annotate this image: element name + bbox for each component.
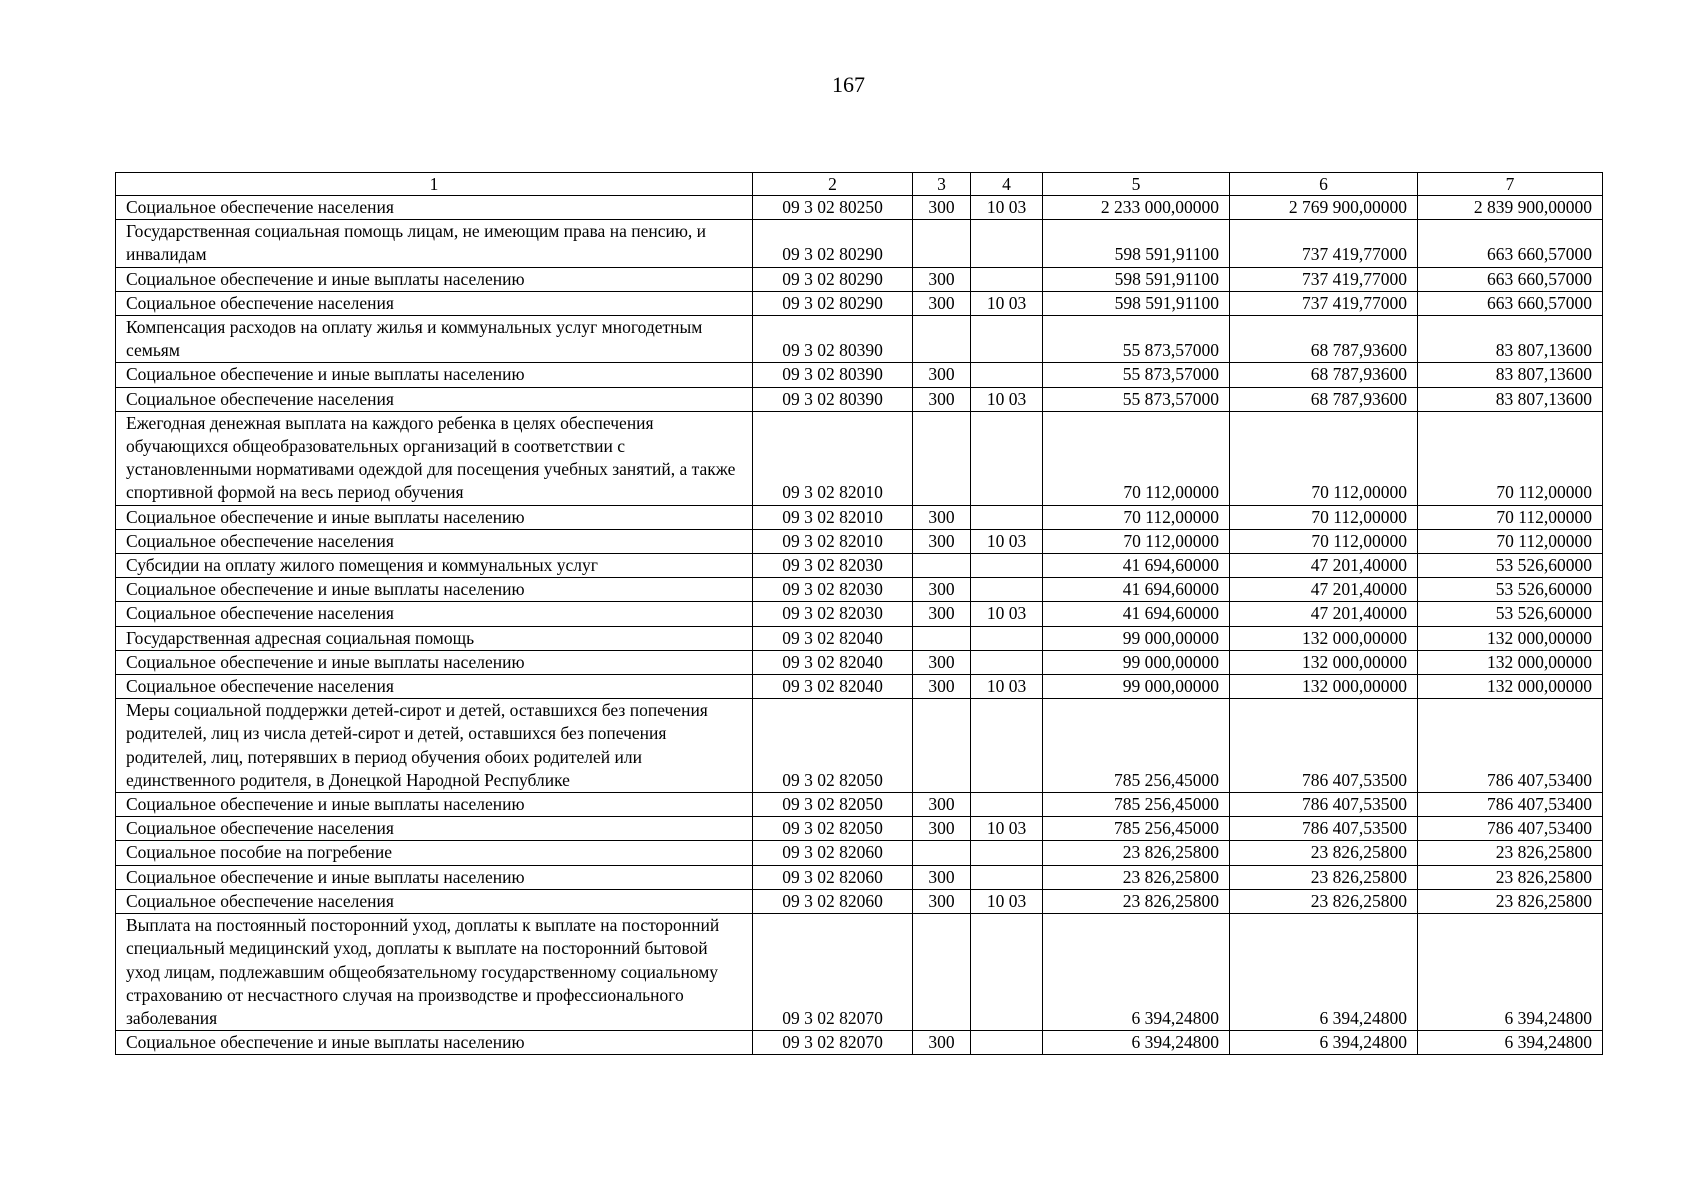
row-section-cell (971, 363, 1043, 387)
row-amount-col5-cell: 41 694,60000 (1043, 602, 1230, 626)
row-amount-col7-cell: 70 112,00000 (1418, 505, 1603, 529)
row-code-cell: 09 3 02 80390 (753, 387, 913, 411)
row-amount-col5-cell: 70 112,00000 (1043, 529, 1230, 553)
row-amount-col7-cell: 83 807,13600 (1418, 387, 1603, 411)
row-amount-col7-cell: 23 826,25800 (1418, 841, 1603, 865)
row-amount-col6-cell: 6 394,24800 (1230, 914, 1418, 1031)
row-code-cell: 09 3 02 80290 (753, 291, 913, 315)
row-amount-col5-cell: 23 826,25800 (1043, 841, 1230, 865)
row-amount-col7-cell: 663 660,57000 (1418, 291, 1603, 315)
row-section-cell: 10 03 (971, 529, 1043, 553)
table-row (116, 554, 1603, 578)
row-code-cell: 09 3 02 80290 (753, 220, 913, 267)
table-row (116, 220, 1603, 267)
row-amount-col7-cell: 786 407,53400 (1418, 699, 1603, 793)
row-name-cell: Субсидии на оплату жилого помещения и коммунальных услуг (116, 554, 753, 578)
table-row (116, 914, 1603, 1031)
row-amount-col7-cell: 53 526,60000 (1418, 578, 1603, 602)
row-expense-type-cell: 300 (913, 675, 971, 699)
row-expense-type-cell (913, 220, 971, 267)
row-amount-col6-cell: 786 407,53500 (1230, 699, 1418, 793)
row-amount-col7-cell: 2 839 900,00000 (1418, 196, 1603, 220)
row-section-cell (971, 220, 1043, 267)
row-amount-col5-cell: 598 591,91100 (1043, 220, 1230, 267)
row-name-cell: Социальное обеспечение и иные выплаты населению (116, 505, 753, 529)
row-expense-type-cell: 300 (913, 889, 971, 913)
row-name-cell: Государственная социальная помощь лицам, не имеющим права на пенсию, и инвалидам (116, 220, 753, 267)
row-section-cell (971, 505, 1043, 529)
row-name-cell: Социальное обеспечение и иные выплаты населению (116, 1031, 753, 1055)
row-amount-col6-cell: 47 201,40000 (1230, 554, 1418, 578)
row-amount-col7-cell: 786 407,53400 (1418, 817, 1603, 841)
row-amount-col5-cell: 785 256,45000 (1043, 699, 1230, 793)
row-section-cell (971, 793, 1043, 817)
table-row (116, 363, 1603, 387)
row-expense-type-cell: 300 (913, 291, 971, 315)
row-name-cell: Государственная адресная социальная помощь (116, 626, 753, 650)
table-body (116, 196, 1603, 1055)
row-amount-col6-cell: 786 407,53500 (1230, 793, 1418, 817)
row-expense-type-cell: 300 (913, 793, 971, 817)
row-name-cell: Социальное обеспечение населения (116, 889, 753, 913)
row-name-cell: Социальное обеспечение и иные выплаты населению (116, 267, 753, 291)
row-amount-col7-cell: 132 000,00000 (1418, 650, 1603, 674)
row-section-cell: 10 03 (971, 889, 1043, 913)
row-amount-col7-cell: 132 000,00000 (1418, 626, 1603, 650)
row-section-cell (971, 650, 1043, 674)
row-code-cell: 09 3 02 82030 (753, 578, 913, 602)
row-amount-col6-cell: 132 000,00000 (1230, 650, 1418, 674)
row-name-cell: Социальное обеспечение и иные выплаты населению (116, 793, 753, 817)
row-name-cell: Компенсация расходов на оплату жилья и коммунальных услуг многодетным семьям (116, 316, 753, 363)
row-name-cell: Социальное обеспечение населения (116, 387, 753, 411)
row-expense-type-cell (913, 699, 971, 793)
table-row (116, 387, 1603, 411)
table-row (116, 316, 1603, 363)
row-amount-col7-cell: 6 394,24800 (1418, 914, 1603, 1031)
row-amount-col5-cell: 99 000,00000 (1043, 626, 1230, 650)
row-amount-col6-cell: 737 419,77000 (1230, 291, 1418, 315)
row-amount-col7-cell: 23 826,25800 (1418, 865, 1603, 889)
row-amount-col7-cell: 53 526,60000 (1418, 602, 1603, 626)
row-amount-col6-cell: 70 112,00000 (1230, 505, 1418, 529)
column-header: 2 (753, 173, 913, 196)
row-amount-col7-cell: 23 826,25800 (1418, 889, 1603, 913)
row-code-cell: 09 3 02 80290 (753, 267, 913, 291)
row-amount-col6-cell: 68 787,93600 (1230, 387, 1418, 411)
row-name-cell: Социальное обеспечение населения (116, 817, 753, 841)
table-row (116, 196, 1603, 220)
row-code-cell: 09 3 02 82030 (753, 554, 913, 578)
row-amount-col7-cell: 663 660,57000 (1418, 267, 1603, 291)
row-code-cell: 09 3 02 82050 (753, 699, 913, 793)
row-amount-col7-cell: 786 407,53400 (1418, 793, 1603, 817)
table-row (116, 602, 1603, 626)
row-code-cell: 09 3 02 82050 (753, 817, 913, 841)
table-row (116, 841, 1603, 865)
row-amount-col5-cell: 55 873,57000 (1043, 363, 1230, 387)
row-expense-type-cell: 300 (913, 1031, 971, 1055)
row-section-cell: 10 03 (971, 196, 1043, 220)
row-amount-col7-cell: 83 807,13600 (1418, 363, 1603, 387)
row-section-cell (971, 316, 1043, 363)
row-name-cell: Социальное обеспечение населения (116, 196, 753, 220)
row-expense-type-cell (913, 914, 971, 1031)
table-row (116, 793, 1603, 817)
row-code-cell: 09 3 02 82040 (753, 626, 913, 650)
row-amount-col5-cell: 99 000,00000 (1043, 650, 1230, 674)
row-amount-col7-cell: 70 112,00000 (1418, 411, 1603, 505)
row-name-cell: Социальное обеспечение населения (116, 291, 753, 315)
column-header: 4 (971, 173, 1043, 196)
row-amount-col6-cell: 23 826,25800 (1230, 865, 1418, 889)
row-name-cell: Ежегодная денежная выплата на каждого ребенка в целях обеспечения обучающихся общеобразовательных организаций в соответствии с установленными нормативами одеждой для посещения учебных занятий, а также спортивной формой на весь период обучения (116, 411, 753, 505)
row-amount-col6-cell: 6 394,24800 (1230, 1031, 1418, 1055)
row-expense-type-cell (913, 554, 971, 578)
row-code-cell: 09 3 02 80390 (753, 316, 913, 363)
row-amount-col5-cell: 23 826,25800 (1043, 865, 1230, 889)
row-amount-col6-cell: 737 419,77000 (1230, 220, 1418, 267)
row-code-cell: 09 3 02 82040 (753, 675, 913, 699)
row-amount-col7-cell: 132 000,00000 (1418, 675, 1603, 699)
row-code-cell: 09 3 02 82010 (753, 411, 913, 505)
row-amount-col5-cell: 99 000,00000 (1043, 675, 1230, 699)
table-row (116, 411, 1603, 505)
row-expense-type-cell: 300 (913, 865, 971, 889)
row-name-cell: Меры социальной поддержки детей-сирот и детей, оставшихся без попечения родителей, лиц из числа детей-сирот и детей, оставшихся без попечения родителей, лиц, потерявших в период обучения обоих родителей или единственного родителя, в Донецкой Народной Республике (116, 699, 753, 793)
row-amount-col6-cell: 70 112,00000 (1230, 411, 1418, 505)
row-section-cell (971, 841, 1043, 865)
row-expense-type-cell (913, 411, 971, 505)
row-expense-type-cell: 300 (913, 267, 971, 291)
row-code-cell: 09 3 02 82060 (753, 841, 913, 865)
row-amount-col5-cell: 2 233 000,00000 (1043, 196, 1230, 220)
column-header: 1 (116, 173, 753, 196)
row-expense-type-cell: 300 (913, 505, 971, 529)
row-name-cell: Социальное обеспечение и иные выплаты населению (116, 650, 753, 674)
row-code-cell: 09 3 02 82010 (753, 529, 913, 553)
row-code-cell: 09 3 02 82060 (753, 865, 913, 889)
row-expense-type-cell: 300 (913, 196, 971, 220)
row-code-cell: 09 3 02 82050 (753, 793, 913, 817)
row-amount-col7-cell: 663 660,57000 (1418, 220, 1603, 267)
row-amount-col7-cell: 6 394,24800 (1418, 1031, 1603, 1055)
row-amount-col6-cell: 737 419,77000 (1230, 267, 1418, 291)
row-section-cell (971, 267, 1043, 291)
row-amount-col5-cell: 41 694,60000 (1043, 554, 1230, 578)
row-amount-col7-cell: 83 807,13600 (1418, 316, 1603, 363)
row-expense-type-cell (913, 626, 971, 650)
row-section-cell (971, 578, 1043, 602)
row-amount-col6-cell: 786 407,53500 (1230, 817, 1418, 841)
row-section-cell: 10 03 (971, 387, 1043, 411)
row-amount-col5-cell: 41 694,60000 (1043, 578, 1230, 602)
row-name-cell: Социальное обеспечение населения (116, 602, 753, 626)
row-amount-col6-cell: 23 826,25800 (1230, 889, 1418, 913)
row-name-cell: Социальное обеспечение населения (116, 529, 753, 553)
row-section-cell (971, 914, 1043, 1031)
row-code-cell: 09 3 02 82040 (753, 650, 913, 674)
row-name-cell: Социальное обеспечение и иные выплаты населению (116, 578, 753, 602)
row-amount-col6-cell: 68 787,93600 (1230, 316, 1418, 363)
row-expense-type-cell: 300 (913, 387, 971, 411)
table-row (116, 578, 1603, 602)
row-expense-type-cell: 300 (913, 529, 971, 553)
row-section-cell (971, 865, 1043, 889)
row-amount-col5-cell: 70 112,00000 (1043, 505, 1230, 529)
table-row (116, 505, 1603, 529)
row-amount-col5-cell: 55 873,57000 (1043, 316, 1230, 363)
row-amount-col5-cell: 785 256,45000 (1043, 817, 1230, 841)
row-amount-col5-cell: 6 394,24800 (1043, 914, 1230, 1031)
row-amount-col5-cell: 23 826,25800 (1043, 889, 1230, 913)
row-code-cell: 09 3 02 82030 (753, 602, 913, 626)
row-expense-type-cell: 300 (913, 817, 971, 841)
row-section-cell: 10 03 (971, 675, 1043, 699)
row-amount-col5-cell: 785 256,45000 (1043, 793, 1230, 817)
row-expense-type-cell: 300 (913, 363, 971, 387)
row-code-cell: 09 3 02 82070 (753, 1031, 913, 1055)
row-amount-col7-cell: 53 526,60000 (1418, 554, 1603, 578)
row-amount-col6-cell: 132 000,00000 (1230, 626, 1418, 650)
column-header: 6 (1230, 173, 1418, 196)
table-row (116, 650, 1603, 674)
budget-table (115, 172, 1603, 1055)
table-row (116, 267, 1603, 291)
table-row (116, 1031, 1603, 1055)
row-amount-col6-cell: 23 826,25800 (1230, 841, 1418, 865)
column-header: 3 (913, 173, 971, 196)
row-section-cell: 10 03 (971, 602, 1043, 626)
table-row (116, 865, 1603, 889)
table-row (116, 699, 1603, 793)
row-name-cell: Выплата на постоянный посторонний уход, доплаты к выплате на посторонний специальный медицинский уход, доплаты к выплате на посторонний бытовой уход лицам, подлежавшим общеобязательному государственному социальному страхованию от несчастного случая на производстве и профессионального заболевания (116, 914, 753, 1031)
row-amount-col6-cell: 132 000,00000 (1230, 675, 1418, 699)
row-name-cell: Социальное обеспечение населения (116, 675, 753, 699)
row-name-cell: Социальное пособие на погребение (116, 841, 753, 865)
table-row (116, 626, 1603, 650)
row-code-cell: 09 3 02 82070 (753, 914, 913, 1031)
table-row (116, 889, 1603, 913)
row-section-cell (971, 1031, 1043, 1055)
row-code-cell: 09 3 02 82010 (753, 505, 913, 529)
row-amount-col6-cell: 47 201,40000 (1230, 602, 1418, 626)
table-row (116, 817, 1603, 841)
row-amount-col6-cell: 68 787,93600 (1230, 363, 1418, 387)
row-code-cell: 09 3 02 80250 (753, 196, 913, 220)
row-amount-col6-cell: 2 769 900,00000 (1230, 196, 1418, 220)
page-number: 167 (832, 72, 865, 97)
row-code-cell: 09 3 02 82060 (753, 889, 913, 913)
row-expense-type-cell: 300 (913, 578, 971, 602)
row-amount-col5-cell: 6 394,24800 (1043, 1031, 1230, 1055)
row-section-cell (971, 554, 1043, 578)
row-section-cell (971, 411, 1043, 505)
row-amount-col5-cell: 598 591,91100 (1043, 291, 1230, 315)
row-amount-col5-cell: 55 873,57000 (1043, 387, 1230, 411)
row-code-cell: 09 3 02 80390 (753, 363, 913, 387)
header-row (116, 173, 1603, 196)
row-amount-col6-cell: 70 112,00000 (1230, 529, 1418, 553)
row-expense-type-cell (913, 316, 971, 363)
row-name-cell: Социальное обеспечение и иные выплаты населению (116, 363, 753, 387)
row-amount-col7-cell: 70 112,00000 (1418, 529, 1603, 553)
row-expense-type-cell: 300 (913, 602, 971, 626)
row-section-cell (971, 699, 1043, 793)
row-expense-type-cell (913, 841, 971, 865)
row-section-cell (971, 626, 1043, 650)
row-section-cell: 10 03 (971, 291, 1043, 315)
row-section-cell: 10 03 (971, 817, 1043, 841)
table-row (116, 291, 1603, 315)
table-row (116, 529, 1603, 553)
row-amount-col6-cell: 47 201,40000 (1230, 578, 1418, 602)
row-amount-col5-cell: 70 112,00000 (1043, 411, 1230, 505)
table-row (116, 675, 1603, 699)
row-amount-col5-cell: 598 591,91100 (1043, 267, 1230, 291)
row-expense-type-cell: 300 (913, 650, 971, 674)
row-name-cell: Социальное обеспечение и иные выплаты населению (116, 865, 753, 889)
column-header: 7 (1418, 173, 1603, 196)
column-header: 5 (1043, 173, 1230, 196)
